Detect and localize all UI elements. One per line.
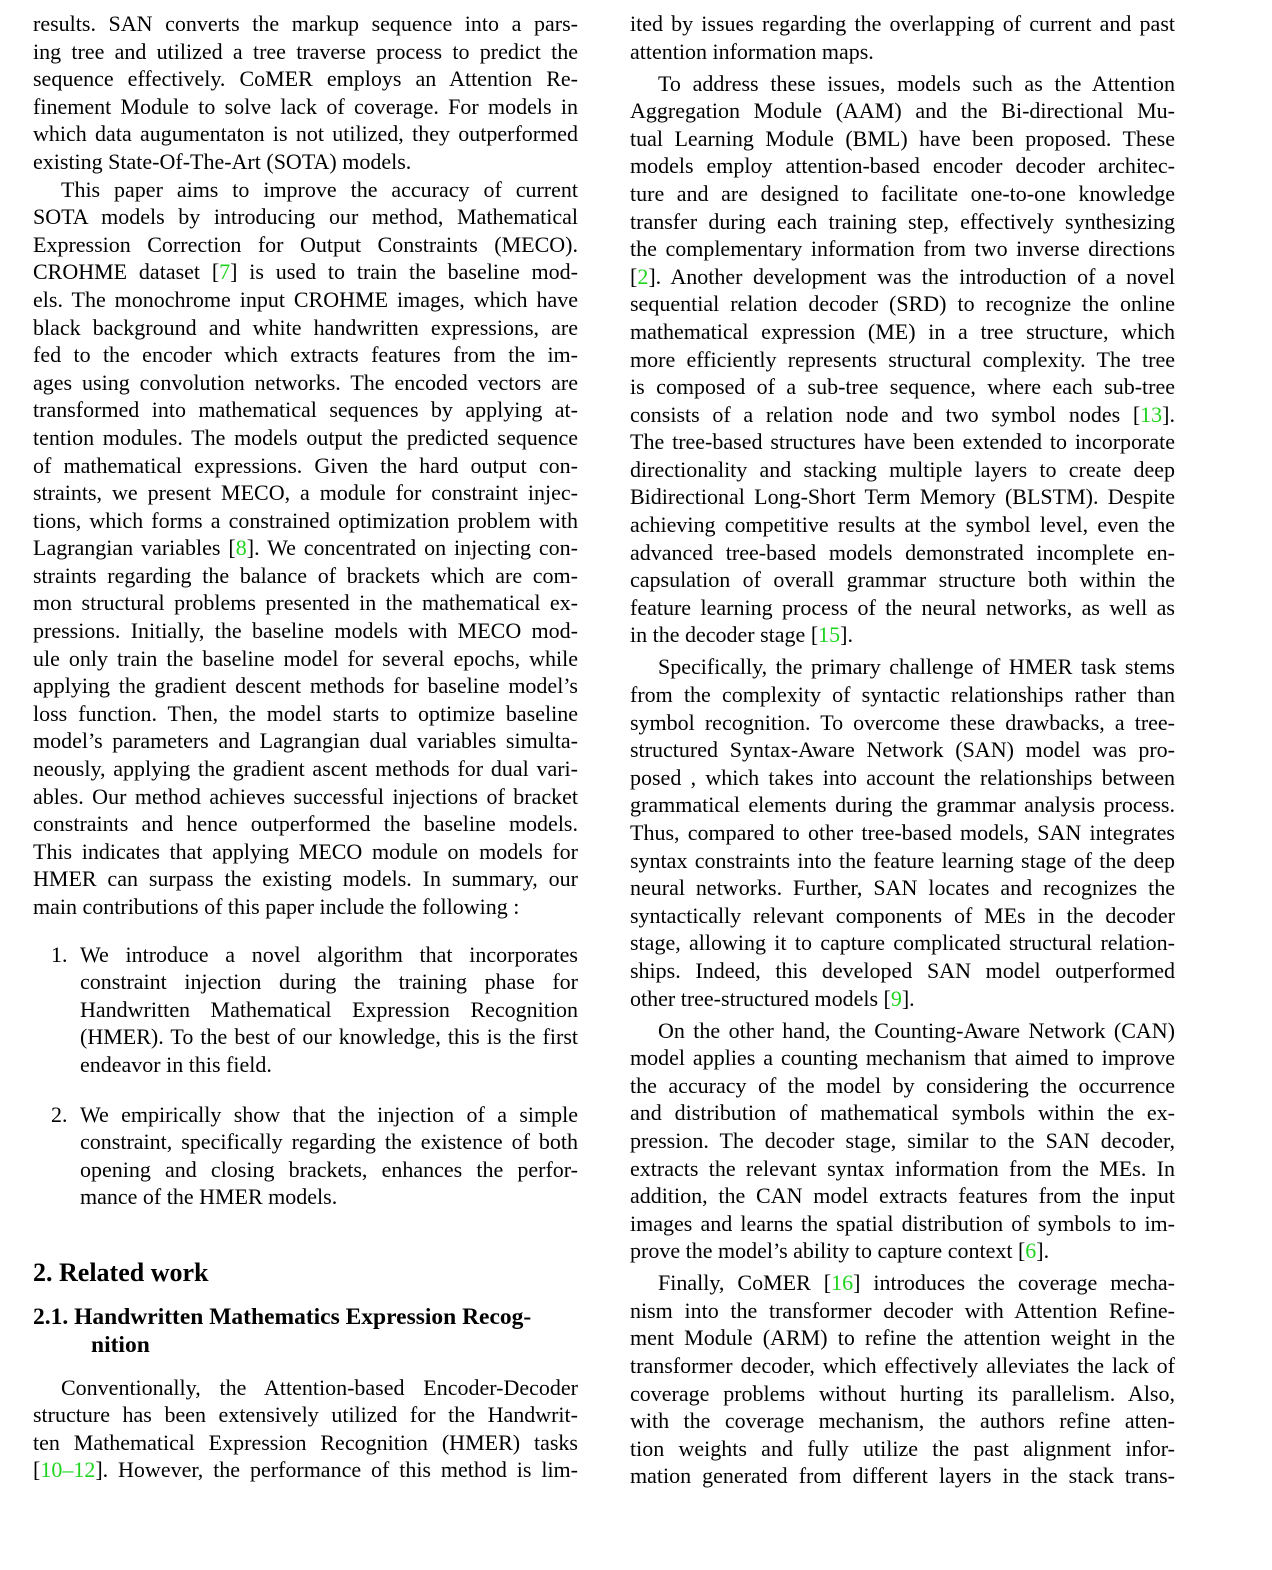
- text-line: endeavor in this field.: [80, 1051, 272, 1077]
- text-line: mon structural problems presented in the mathematical ex-: [33, 590, 578, 616]
- text-line: more efficiently represents structural complexity. The tree: [630, 346, 1175, 372]
- text-line: mation generated from different layers in the stack trans-: [630, 1463, 1175, 1489]
- text-line: existing State-Of-The-Art (SOTA) models.: [33, 148, 412, 174]
- text-line: consists of a relation node and two symbol nodes [13].: [630, 401, 1175, 427]
- text-line: sequential relation decoder (SRD) to recognize the online: [630, 291, 1175, 317]
- paragraph: [33, 176, 578, 921]
- text-line: 2. Related work: [33, 1257, 209, 1287]
- contribution-list-item: [33, 1101, 578, 1211]
- text-line: tion weights and fully utilize the past alignment infor-: [630, 1435, 1175, 1461]
- text-line: symbol recognition. To overcome these drawbacks, a tree-: [630, 709, 1175, 735]
- text-line: of mathematical expressions. Given the hard output con-: [33, 452, 578, 478]
- text-line: models employ attention-based encoder decoder architec-: [630, 153, 1175, 179]
- text-line: results. SAN converts the markup sequence into a pars-: [33, 11, 578, 36]
- citation-link[interactable]: 16: [831, 1270, 854, 1296]
- text-line: the complementary information from two inverse directions: [630, 236, 1175, 262]
- text-line: transformed into mathematical sequences by applying at-: [33, 397, 578, 423]
- text-line: [10–12]. However, the performance of this method is lim-: [33, 1457, 578, 1483]
- text-line: posed , which takes into account the relationships between: [630, 764, 1175, 790]
- text-line: in the decoder stage [15].: [630, 622, 853, 648]
- text-line: CROHME dataset [7] is used to train the baseline mod-: [33, 259, 578, 285]
- text-line: syntax constraints into the feature learning stage of the deep: [630, 847, 1175, 873]
- text-line: ables. Our method achieves successful injections of bracket: [33, 783, 578, 809]
- text-line: els. The monochrome input CROHME images, which have: [33, 286, 578, 312]
- text-line: ships. Indeed, this developed SAN model outperformed: [630, 957, 1175, 983]
- text-line: ment Module (ARM) to refine the attention weight in the: [630, 1325, 1175, 1351]
- text-line: Aggregation Module (AAM) and the Bi-directional Mu-: [630, 98, 1175, 124]
- text-line: opening and closing brackets, enhances the perfor-: [80, 1156, 578, 1182]
- text-line: HMER can surpass the existing models. In summary, our: [33, 866, 578, 892]
- text-line: ture and are designed to facilitate one-to-one knowledge: [630, 180, 1175, 206]
- text-line: grammatical elements during the grammar analysis process.: [630, 792, 1175, 818]
- text-line: attention information maps.: [630, 38, 874, 64]
- text-line: images and learns the spatial distribution of symbols to im-: [630, 1210, 1175, 1236]
- paragraph: [33, 1374, 578, 1484]
- text-line: Specifically, the primary challenge of HMER task stems: [658, 654, 1175, 680]
- text-line: prove the model’s ability to capture context [6].: [630, 1238, 1050, 1264]
- text-line: Thus, compared to other tree-based models, SAN integrates: [630, 820, 1175, 845]
- citation-link[interactable]: 15: [818, 622, 841, 648]
- text-line: transformer decoder, which effectively alleviates the lack of: [630, 1353, 1175, 1379]
- text-line: model’s parameters and Lagrangian dual variables simulta-: [33, 728, 578, 754]
- text-line: constraint, specifically regarding the existence of both: [80, 1129, 578, 1155]
- text-line: structured Syntax-Aware Network (SAN) model was pro-: [630, 737, 1175, 763]
- text-line: transfer during each training step, effectively synthesizing: [630, 208, 1175, 234]
- text-line: from the complexity of syntactic relationships rather than: [630, 682, 1175, 708]
- text-line: tual Learning Module (BML) have been proposed. These: [630, 125, 1175, 151]
- text-line: ages using convolution networks. The encoded vectors are: [33, 369, 578, 395]
- text-line: which data augumentaton is not utilized, they outperformed: [33, 121, 578, 147]
- paragraph: [630, 1017, 1175, 1265]
- text-line: [2]. Another development was the introduction of a novel: [630, 263, 1175, 289]
- text-line: straints regarding the balance of brackets which are com-: [33, 562, 578, 588]
- text-line: On the other hand, the Counting-Aware Network (CAN): [658, 1017, 1175, 1043]
- text-line: pression. The decoder stage, similar to the SAN decoder,: [630, 1127, 1175, 1153]
- text-line: straints, we present MECO, a module for constraint injec-: [33, 480, 578, 506]
- text-line: ule only train the baseline model for several epochs, while: [33, 645, 578, 671]
- text-line: addition, the CAN model extracts features from the input: [630, 1183, 1175, 1209]
- text-line: nition: [91, 1331, 150, 1358]
- text-line: the accuracy of the model by considering the occurrence: [630, 1072, 1175, 1098]
- text-line: feature learning process of the neural networks, as well as: [630, 594, 1175, 620]
- text-line: This paper aims to improve the accuracy of current: [61, 176, 578, 202]
- text-line: model applies a counting mechanism that aimed to improve: [630, 1045, 1175, 1071]
- citation-link[interactable]: 13: [1140, 401, 1163, 427]
- text-line: mance of the HMER models.: [80, 1184, 338, 1210]
- text-line: directionality and stacking multiple layers to create deep: [630, 456, 1175, 482]
- list-number: 2.: [51, 1101, 68, 1127]
- text-line: constraint injection during the training phase for: [80, 969, 578, 995]
- paragraph: [33, 10, 578, 176]
- text-line: tention modules. The models output the predicted sequence: [33, 424, 578, 450]
- text-line: (HMER). To the best of our knowledge, this is the first: [80, 1024, 578, 1050]
- text-line: 2.1. Handwritten Mathematics Expression Recog-: [33, 1303, 532, 1330]
- paragraph: [630, 10, 1175, 65]
- text-line: finement Module to solve lack of coverage. For models in: [33, 93, 578, 119]
- text-line: To address these issues, models such as the Attention: [658, 70, 1175, 96]
- text-line: other tree-structured models [9].: [630, 985, 915, 1011]
- section-heading: [33, 1259, 578, 1287]
- text-line: neural networks. Further, SAN locates and recognizes the: [630, 875, 1175, 901]
- text-line: pressions. Initially, the baseline models with MECO mod-: [33, 618, 578, 644]
- text-line: Handwritten Mathematical Expression Recognition: [80, 996, 578, 1022]
- citation-link[interactable]: 9: [890, 985, 902, 1011]
- text-line: stage, allowing it to capture complicated structural relation-: [630, 930, 1175, 956]
- text-line: We empirically show that the injection of a simple: [80, 1101, 578, 1127]
- text-line: applying the gradient descent methods for baseline model’s: [33, 673, 578, 699]
- text-line: fed to the encoder which extracts features from the im-: [33, 342, 578, 368]
- text-line: capsulation of overall grammar structure both within the: [630, 567, 1175, 593]
- text-line: advanced tree-based models demonstrated incomplete en-: [630, 539, 1175, 565]
- text-line: achieving competitive results at the symbol level, even the: [630, 512, 1175, 538]
- text-line: mathematical expression (ME) in a tree structure, which: [630, 318, 1175, 344]
- text-line: with the coverage mechanism, the authors refine atten-: [630, 1408, 1175, 1434]
- text-line: ing tree and utilized a tree traverse process to predict the: [33, 38, 578, 64]
- text-line: is composed of a sub-tree sequence, where each sub-tree: [630, 374, 1175, 400]
- text-line: The tree-based structures have been extended to incorporate: [630, 429, 1175, 455]
- text-line: nism into the transformer decoder with Attention Refine-: [630, 1297, 1175, 1323]
- text-line: ten Mathematical Expression Recognition (HMER) tasks: [33, 1429, 578, 1455]
- text-line: neously, applying the gradient ascent methods for dual vari-: [33, 756, 578, 782]
- text-line: Expression Correction for Output Constraints (MECO).: [33, 231, 578, 257]
- text-line: constraints and hence outperformed the baseline models.: [33, 811, 578, 837]
- list-number: 1.: [51, 941, 68, 967]
- contribution-list-item: [33, 941, 578, 1079]
- text-line: Finally, CoMER [16] introduces the coverage mecha-: [658, 1270, 1175, 1296]
- text-line: black background and white handwritten expressions, are: [33, 314, 578, 340]
- text-line: We introduce a novel algorithm that incorporates: [80, 941, 578, 967]
- text-line: tions, which forms a constrained optimization problem with: [33, 507, 578, 533]
- subsection-heading: [33, 1303, 578, 1359]
- text-line: loss function. Then, the model starts to optimize baseline: [33, 700, 578, 726]
- text-line: syntactically relevant components of MEs in the decoder: [630, 902, 1175, 928]
- text-line: structure has been extensively utilized for the Handwrit-: [33, 1402, 578, 1428]
- text-line: ited by issues regarding the overlapping of current and past: [630, 11, 1175, 36]
- text-line: This indicates that applying MECO module on models for: [33, 838, 578, 864]
- citation-link[interactable]: 6: [1025, 1238, 1037, 1264]
- text-line: coverage problems without hurting its parallelism. Also,: [630, 1380, 1175, 1406]
- text-line: Lagrangian variables [8]. We concentrated on injecting con-: [33, 535, 578, 561]
- text-line: SOTA models by introducing our method, Mathematical: [33, 204, 578, 230]
- paragraph: [630, 653, 1175, 1012]
- citation-link[interactable]: 10–12: [40, 1457, 96, 1483]
- citation-link[interactable]: 2: [637, 263, 649, 289]
- text-line: main contributions of this paper include the following :: [33, 894, 520, 919]
- right-column: [630, 10, 1175, 1490]
- text-line: sequence effectively. CoMER employs an Attention Re-: [33, 66, 578, 92]
- paragraph: [630, 70, 1175, 649]
- left-column: [33, 10, 578, 1484]
- citation-link[interactable]: 7: [219, 259, 231, 285]
- text-line: and distribution of mathematical symbols within the ex-: [630, 1100, 1175, 1126]
- paragraph: [630, 1269, 1175, 1490]
- text-line: Bidirectional Long-Short Term Memory (BLSTM). Despite: [630, 484, 1175, 510]
- citation-link[interactable]: 8: [235, 535, 247, 561]
- text-line: extracts the relevant syntax information from the MEs. In: [630, 1155, 1175, 1181]
- text-line: Conventionally, the Attention-based Encoder-Decoder: [61, 1374, 578, 1400]
